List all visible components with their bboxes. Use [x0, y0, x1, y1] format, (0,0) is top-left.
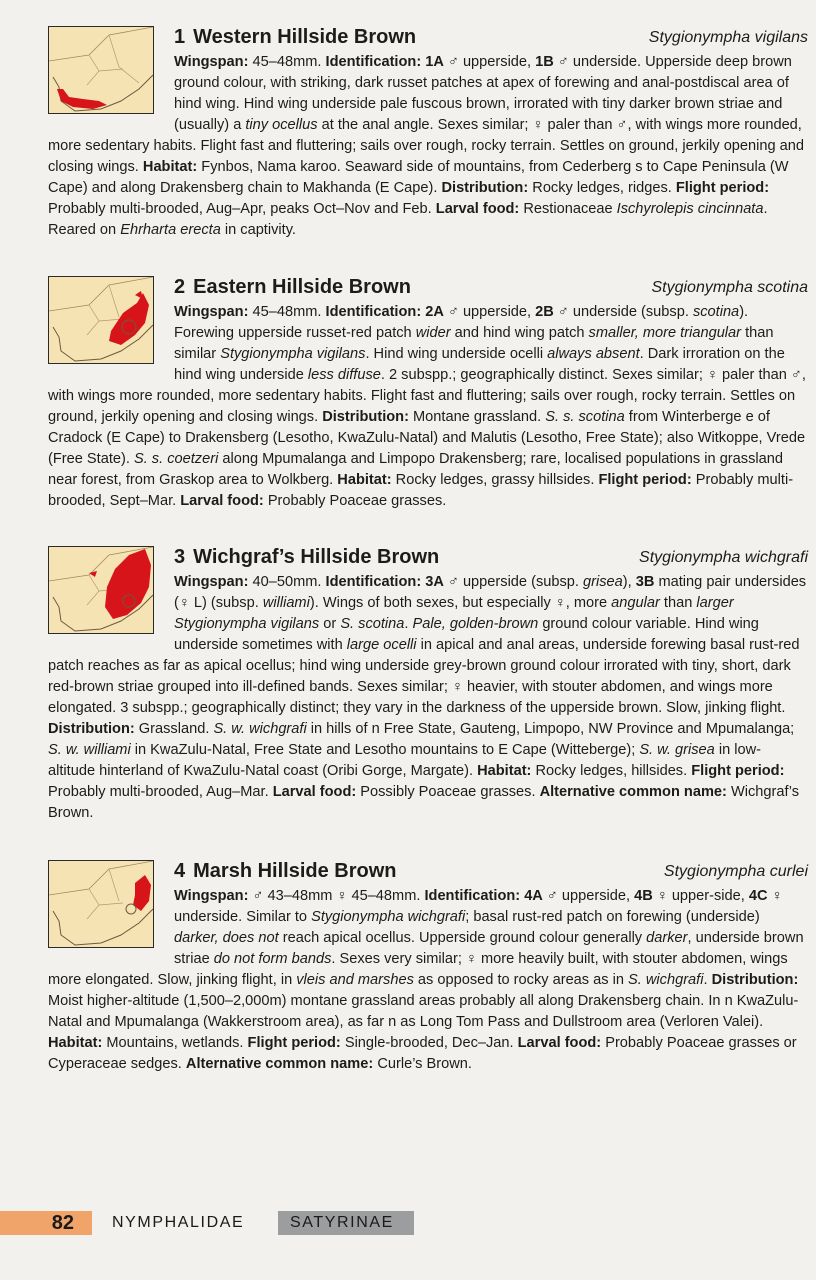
description-text-run: Larval food:	[435, 201, 520, 217]
description-text-run: 2B	[535, 304, 554, 320]
description-text-run: Possibly Poaceae grasses.	[356, 784, 540, 800]
description-text-run: 40–50mm.	[248, 574, 326, 590]
family-label: NYMPHALIDAE	[112, 1214, 245, 1231]
description-text-run: Habitat:	[142, 159, 198, 175]
description-text-run: in captivity.	[220, 222, 296, 238]
description-text-run: S. scotina	[340, 616, 405, 632]
species-description	[48, 886, 808, 1075]
description-text-run: . Sexes very similar; ♀ more heavily built, with stouter abdomen, wings more elongated. Slow, jinking flight, in	[48, 951, 788, 988]
description-text-run: Identification: 3A	[325, 574, 444, 590]
description-text-run: 3B	[635, 574, 655, 590]
description-text-run: Larval food:	[517, 1035, 602, 1051]
description-text-run: 4B	[634, 888, 653, 904]
description-text-run: Ischyrolepis cincinnata	[616, 201, 764, 217]
species-heading	[174, 276, 808, 302]
description-text-run: Flight period:	[675, 180, 770, 196]
description-text-run: ; basal rust-red patch on forewing (underside)	[465, 909, 760, 925]
description-text-run: S. w. williami	[48, 742, 131, 758]
description-text-run: .	[404, 616, 413, 632]
description-text-run: Montane grassland.	[408, 409, 546, 425]
description-text-run: Flight period:	[247, 1035, 341, 1051]
description-text-run: or	[319, 616, 341, 632]
description-text-run: ground colour variable. Hind wing underside sometimes with	[174, 616, 759, 653]
description-text-run: Wichgraf’s Brown.	[48, 784, 800, 821]
description-text-run: 4C	[748, 888, 768, 904]
description-text-run: reach apical ocellus. Upperside ground colour generally	[278, 930, 647, 946]
description-text-run: Identification: 4A	[424, 888, 543, 904]
description-text-run: in KwaZulu-Natal, Free State and Lesotho mountains to E Cape (Witteberge);	[130, 742, 640, 758]
species-entry-1	[48, 26, 808, 258]
description-text-run: ♂ 43–48mm ♀ 45–48mm.	[248, 888, 425, 904]
description-text-run: in low-altitude hinterland of KwaZulu-Natal coast (Oribi Gorge, Margate).	[48, 742, 761, 779]
description-text-run: than similar	[174, 325, 774, 362]
description-text-run: ♀ underside. Similar to	[174, 888, 783, 925]
description-text-run: ♂ upperside,	[542, 888, 635, 904]
description-text-run: S. wichgrafi	[628, 972, 704, 988]
page-footer	[0, 1211, 816, 1235]
description-text-run: ♂ upperside,	[443, 304, 536, 320]
description-text-run: along Mpumalanga and Limpopo Drakensberg; rare, localised populations in grassland near forest, from Graskop area to Wolkberg.	[48, 451, 783, 488]
description-text-run: in apical and anal areas, underside forewing basal rust-red patch reaches as far as apical ocellus; hind wing underside grey-brown ground colour irrorated with tiny, short, dark red-brown striae grouped into ill-defined bands. Sexes similar; ♀ heavier, with stouter abdomen, and wings more elongated. 3 subspp.; geographically distinct; they vary in the darkness of the upperside brown. Slow, jinking flight.	[48, 637, 800, 716]
description-text-run: ). Forewing upperside russet-red patch	[174, 304, 749, 341]
species-entry-3	[48, 546, 808, 846]
description-text-run: S. w. grisea	[639, 742, 715, 758]
description-text-run: Distribution:	[48, 721, 135, 737]
description-text-run: from Winterberge e of Cradock (E Cape) to Drakensberg (Lesotho, KwaZulu-Natal) and Malutis (Lesotho, Free State); also Witkoppe, Vrede (Free State).	[48, 409, 806, 467]
species-common-name: Wichgraf’s Hillside Brown	[193, 546, 440, 568]
description-text-run: Identification: 2A	[325, 304, 444, 320]
description-text-run: Distribution:	[441, 180, 529, 196]
description-text-run: Habitat:	[48, 1035, 103, 1051]
species-description	[48, 572, 808, 824]
description-text-run: . Hind wing underside ocelli	[365, 346, 548, 362]
description-text-run: . Dark irroration on the hind wing underside	[174, 346, 785, 383]
description-text-run: as opposed to rocky areas as in	[413, 972, 629, 988]
description-text-run: . 2 subspp.; geographically distinct. Sexes similar; ♀ paler than ♂, with wings more rounded, more sedentary habits. Flight fast and fluttering; sails over rough, rocky terrain. Settles on ground, jerkily opening and closing wings.	[48, 367, 806, 425]
species-number: 3	[174, 546, 186, 568]
description-text-run: Larval food:	[272, 784, 357, 800]
description-text-run: S. s. coetzeri	[133, 451, 219, 467]
description-text-run: S. w. wichgrafi	[213, 721, 307, 737]
description-text-run: Wingspan:	[174, 304, 249, 320]
description-text-run: 1B	[535, 54, 554, 70]
species-common-name: Eastern Hillside Brown	[193, 276, 411, 298]
description-text-run: large ocelli	[346, 637, 417, 653]
description-text-run: .	[703, 972, 712, 988]
species-scientific-name: Stygionympha scotina	[651, 279, 808, 296]
page-number: 82	[51, 1212, 74, 1234]
description-text-run: in hills of n Free State, Gauteng, Limpopo, NW Province and Mpumalanga;	[306, 721, 795, 737]
subfamily-tab	[278, 1211, 414, 1235]
description-text-run: Flight period:	[691, 763, 785, 779]
description-text-run: Habitat:	[337, 472, 392, 488]
species-description	[48, 302, 808, 512]
description-text-run: tiny ocellus	[245, 117, 318, 133]
description-text-run: ♂ upperside,	[443, 54, 536, 70]
species-scientific-name: Stygionympha wichgrafi	[639, 549, 808, 566]
description-text-run: Identification: 1A	[325, 54, 444, 70]
description-text-run: ). Wings of both sexes, but especially ♀, more	[309, 595, 612, 611]
family-tab	[92, 1211, 278, 1235]
species-number: 4	[174, 860, 186, 882]
description-text-run: Moist higher-altitude (1,500–2,000m) montane grassland areas probably all along Drakensberg chain. In n KwaZulu-Natal and Mpumalanga (Wakkerstroom area), as far n as Long Tom Pass and Dullstroom area (Verloren Valei).	[48, 993, 799, 1030]
species-scientific-name: Stygionympha curlei	[663, 863, 808, 880]
description-text-run: darker	[646, 930, 688, 946]
species-common-name: Western Hillside Brown	[193, 26, 417, 48]
description-text-run: smaller, more triangular	[588, 325, 742, 341]
description-text-run: larger Stygionympha vigilans	[174, 595, 734, 632]
description-text-run: Wingspan:	[174, 888, 249, 904]
description-text-run: do not form bands	[213, 951, 332, 967]
description-text-run: darker, does not	[174, 930, 279, 946]
species-number: 1	[174, 26, 186, 48]
species-heading	[174, 546, 808, 572]
description-text-run: Rocky ledges, hillsides.	[531, 763, 692, 779]
description-text-run: always absent	[547, 346, 640, 362]
description-text-run: , underside brown striae	[174, 930, 804, 967]
description-text-run: ♂ underside (subsp.	[553, 304, 693, 320]
description-text-run: Stygionympha vigilans	[220, 346, 366, 362]
description-text-run: S. s. scotina	[545, 409, 625, 425]
description-text-run: ♂ underside. Upperside deep brown ground colour, with striking, dark russet patches at apex of forewing and anal-postdiscal area of hind wing. Hind wing underside pale fuscous brown, irrorated with tiny darker brown striae and (usually) a	[174, 54, 792, 133]
description-text-run: Probably multi-brooded, Aug–Apr, peaks Oct–Nov and Feb.	[48, 201, 436, 217]
description-text-run: Alternative common name:	[185, 1056, 374, 1072]
species-heading	[174, 26, 808, 52]
description-text-run: Probably Poaceae grasses or Cyperaceae sedges.	[48, 1035, 797, 1072]
description-text-run: Habitat:	[477, 763, 532, 779]
species-description	[48, 52, 808, 241]
description-text-run: ),	[622, 574, 636, 590]
description-text-run: than	[659, 595, 697, 611]
description-text-run: Pale, golden-brown	[412, 616, 539, 632]
description-text-run: Stygionympha wichgrafi	[311, 909, 466, 925]
description-text-run: Curle’s Brown.	[373, 1056, 472, 1072]
description-text-run: ♀ upper-side,	[652, 888, 749, 904]
description-text-run: Flight period:	[598, 472, 692, 488]
description-text-run: 45–48mm.	[248, 304, 326, 320]
description-text-run: . Reared on	[48, 201, 768, 238]
description-text-run: Mountains, wetlands.	[102, 1035, 248, 1051]
species-number: 2	[174, 276, 186, 298]
description-text-run: ♂ upperside (subsp.	[443, 574, 584, 590]
species-entry-2	[48, 276, 808, 532]
description-text-run: at the anal angle. Sexes similar; ♀ paler than ♂, with wings more rounded, more sedentary habits. Flight fast and fluttering; sails over rough, rocky terrain. Settles on ground, jerkily opening and closing wings.	[48, 117, 805, 175]
description-text-run: grisea	[583, 574, 623, 590]
description-text-run: Grassland.	[134, 721, 214, 737]
species-common-name: Marsh Hillside Brown	[193, 860, 397, 882]
description-text-run: vleis and marshes	[296, 972, 414, 988]
description-text-run: less diffuse	[307, 367, 381, 383]
description-text-run: wider	[415, 325, 451, 341]
description-text-run: Fynbos, Nama karoo. Seaward side of mountains, from Cederberg s to Cape Peninsula (W Cape) and along Drakensberg chain to Makhanda (E Cape).	[48, 159, 789, 196]
description-text-run: Rocky ledges, ridges.	[528, 180, 676, 196]
description-text-run: Probably multi-brooded, Aug–Mar.	[48, 784, 273, 800]
description-text-run: Probably Poaceae grasses.	[263, 493, 447, 509]
description-text-run: Distribution:	[322, 409, 409, 425]
description-text-run: scotina	[692, 304, 740, 320]
description-text-run: Wingspan:	[174, 54, 249, 70]
description-text-run: 45–48mm.	[248, 54, 326, 70]
description-text-run: Restionaceae	[519, 201, 617, 217]
species-scientific-name: Stygionympha vigilans	[648, 29, 808, 46]
description-text-run: Ehrharta erecta	[120, 222, 221, 238]
description-text-run: angular	[611, 595, 660, 611]
species-heading	[174, 860, 808, 886]
subfamily-label: SATYRINAE	[290, 1214, 394, 1231]
description-text-run: Distribution:	[711, 972, 799, 988]
species-entry-4	[48, 860, 808, 1100]
description-text-run: mating pair undersides (♀ L) (subsp.	[174, 574, 807, 611]
description-text-run: Rocky ledges, grassy hillsides.	[391, 472, 599, 488]
description-text-run: and hind wing patch	[450, 325, 589, 341]
description-text-run: Probably multi-brooded, Sept–Mar.	[48, 472, 794, 509]
description-text-run: Larval food:	[180, 493, 264, 509]
page-number-tab	[0, 1211, 92, 1235]
description-text-run: Wingspan:	[174, 574, 249, 590]
description-text-run: Alternative common name:	[539, 784, 727, 800]
description-text-run: williami	[262, 595, 310, 611]
description-text-run: Single-brooded, Dec–Jan.	[340, 1035, 518, 1051]
